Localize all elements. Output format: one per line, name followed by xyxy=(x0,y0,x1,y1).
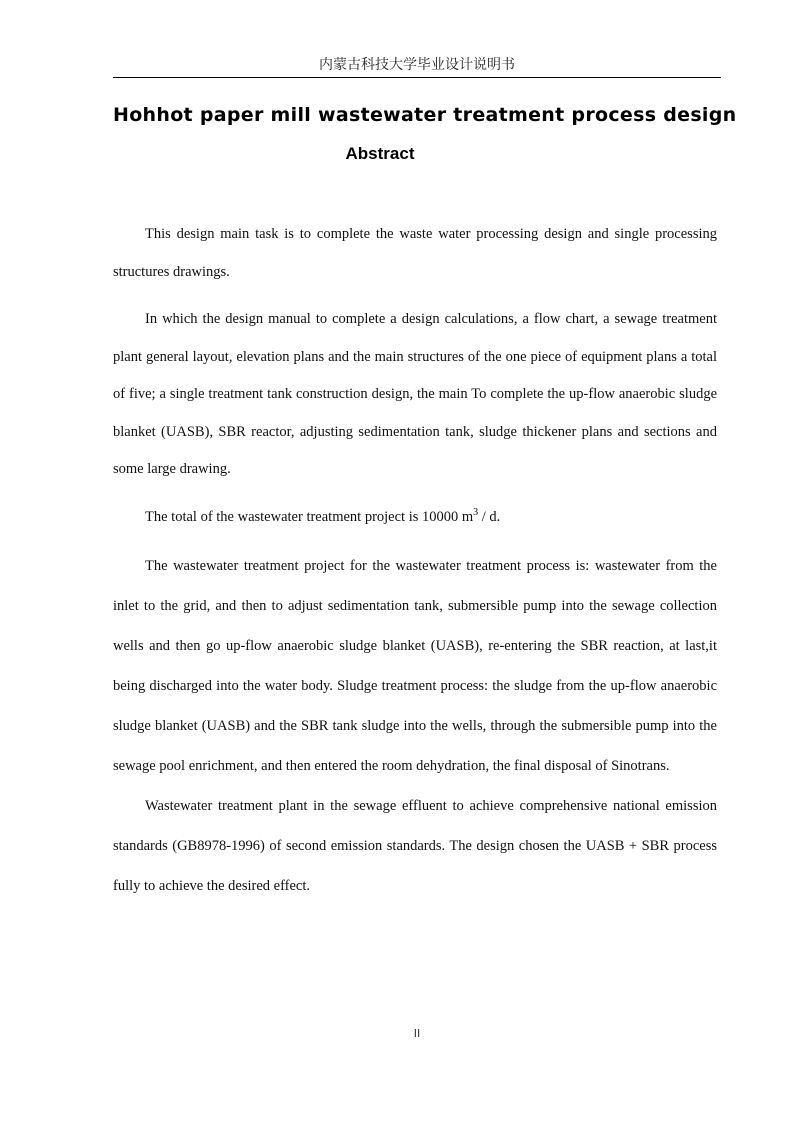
page-footer xyxy=(0,1027,794,1040)
page-number: II xyxy=(413,1027,421,1040)
paragraph-3-text: The total of the wastewater treatment project is 10000 m xyxy=(145,508,474,525)
header-rule xyxy=(113,77,721,78)
paragraph-4: The wastewater treatment project for the wastewater treatment process is: wastewater from the inlet to the grid, and then to adjust sedimentation tank, submersible pump into the sewage collection wells and then go up-flow anaerobic sludge blanket (UASB), re-entering the SBR reaction, at last,it being discharged into the water body. Sludge treatment process: the sludge from the up-flow anaerobic sludge blanket (UASB) and the SBR tank sludge into the wells, through the submersible pump into the sewage pool enrichment, and then entered the room dehydration, the final disposal of Sinotrans. xyxy=(113,558,717,774)
paragraph-3-unit: / d. xyxy=(478,508,501,525)
abstract-heading: Abstract xyxy=(345,144,415,163)
paragraph-5: Wastewater treatment plant in the sewage effluent to achieve comprehensive national emission standards (GB8978-1996) of second emission standards. The design chosen the UASB + SBR process fully to achieve the desired effect. xyxy=(113,798,717,894)
abstract-body xyxy=(113,216,717,906)
document-title: Hohhot paper mill wastewater treatment process design xyxy=(113,104,737,126)
paragraph-2: In which the design manual to complete a design calculations, a flow chart, a sewage treatment plant general layout, elevation plans and the main structures of the one piece of equipment plans a total of five; a single treatment tank construction design, the main To complete the up-flow anaerobic sludge blanket (UASB), SBR reactor, adjusting sedimentation tank, sludge thickener plans and sections and some large drawing. xyxy=(113,311,717,477)
superscript-3: 3 xyxy=(473,506,479,518)
paragraph-1: This design main task is to complete the waste water processing design and single processing structures drawings. xyxy=(113,226,717,280)
page-header: 内蒙古科技大学毕业设计说明书 xyxy=(319,57,515,73)
paragraph-3 xyxy=(113,499,717,537)
abstract-heading-container xyxy=(0,144,794,164)
